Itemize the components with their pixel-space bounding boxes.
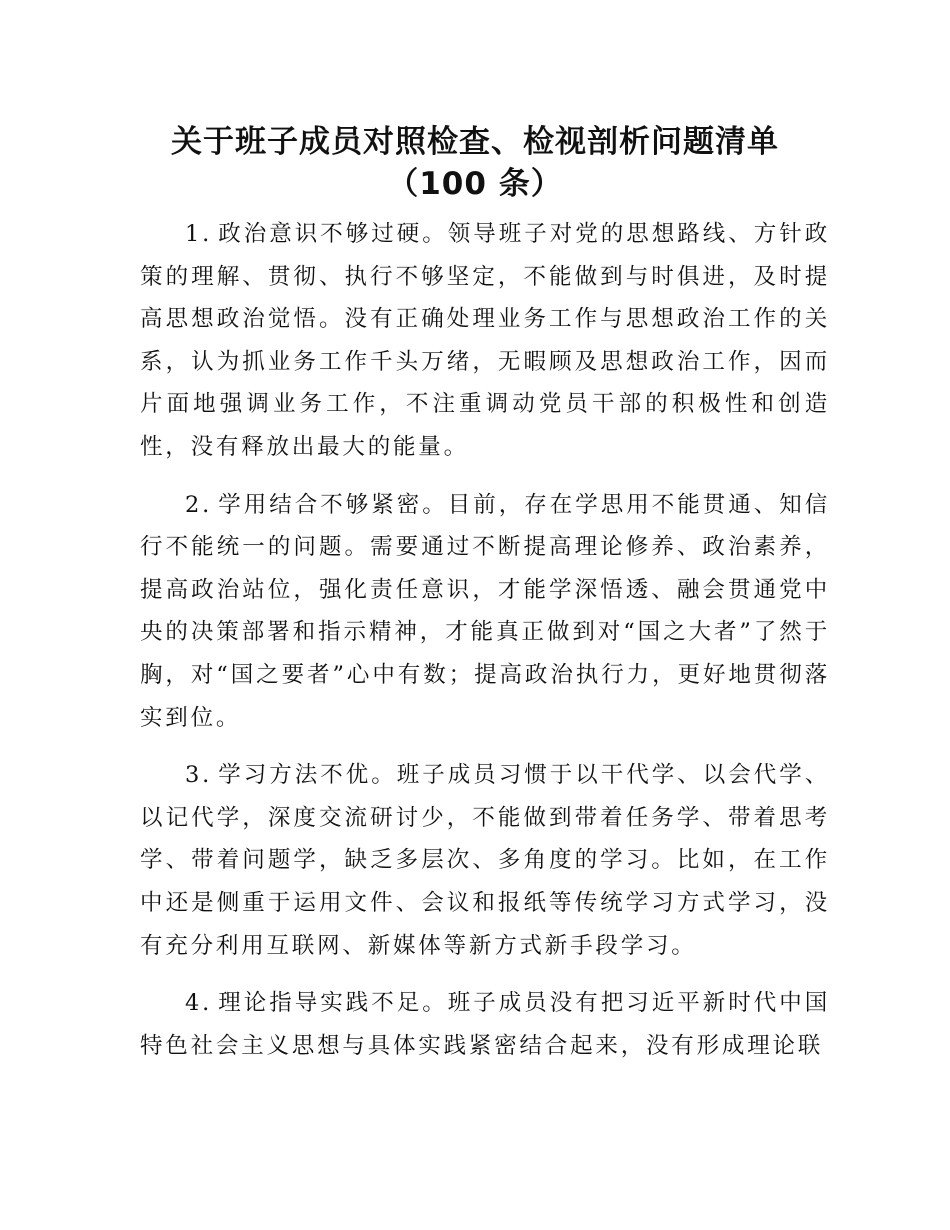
paragraph-text: 学用结合不够紧密。目前，存在学思用不能贯通、知信行不能统一的问题。需要通过不断提高理论修养、政治素养，提高政治站位，强化责任意识，才能学深悟透、融会贯通党中央的决策部署和指示精神，才能真正做到对“国之大者”了然于胸，对“国之要者”心中有数；提高政治执行力，更好地贯彻落实到位。 <box>140 491 830 731</box>
paragraph-3 <box>140 754 830 967</box>
paragraph-4 <box>140 982 830 1067</box>
paragraph-number: 2. <box>185 491 213 518</box>
document-title: 关于班子成员对照检查、检视剖析问题清单 <box>171 124 779 160</box>
document-subtitle-count: （100 条） <box>387 166 563 202</box>
paragraph-number: 4. <box>185 990 213 1017</box>
paragraph-text: 政治意识不够过硬。领导班子对党的思想路线、方针政策的理解、贯彻、执行不够坚定，不能做到与时俱进，及时提高思想政治觉悟。没有正确处理业务工作与思想政治工作的关系，认为抓业务工作千头万绪，无暇顾及思想政治工作，因而片面地强调业务工作，不注重调动党员干部的积极性和创造性，没有释放出最大的能量。 <box>140 221 830 460</box>
paragraph-number: 3. <box>185 762 213 789</box>
paragraph-1 <box>140 213 830 469</box>
paragraph-2 <box>140 484 830 740</box>
paragraph-number: 1. <box>185 221 213 247</box>
paragraph-text: 理论指导实践不足。班子成员没有把习近平新时代中国特色社会主义思想与具体实践紧密结合起来，没有形成理论联 <box>140 990 830 1059</box>
document-body <box>140 213 830 1082</box>
paragraph-text: 学习方法不优。班子成员习惯于以干代学、以会代学、以记代学，深度交流研讨少，不能做到带着任务学、带着思考学、带着问题学，缺乏多层次、多角度的学习。比如，在工作中还是侧重于运用文件、会议和报纸等传统学习方式学习，没有充分利用互联网、新媒体等新方式新手段学习。 <box>140 762 830 959</box>
